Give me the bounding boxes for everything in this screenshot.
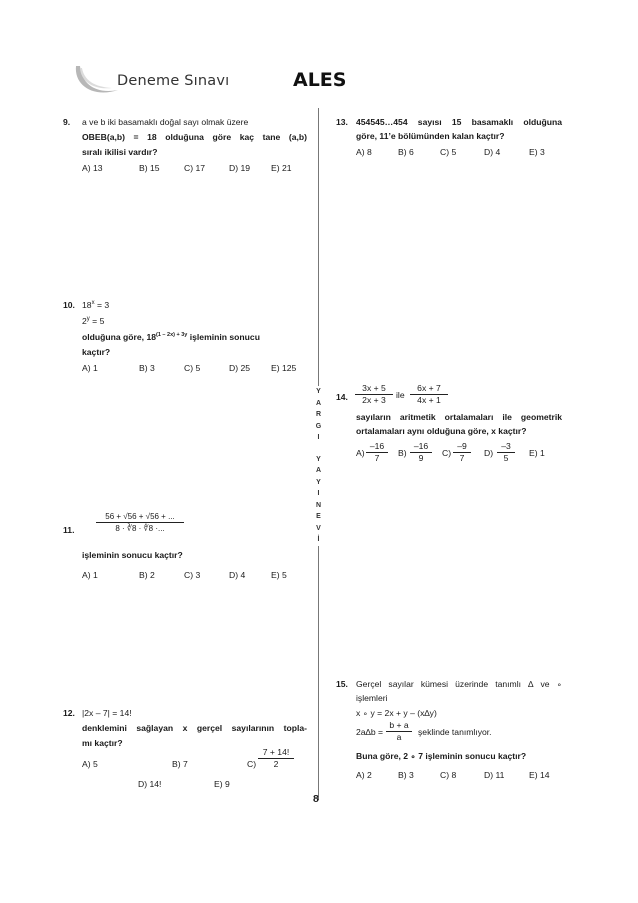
option-a[interactable]: A): [356, 448, 365, 458]
question-number: 15.: [336, 679, 348, 689]
brand-name: Deneme Sınavı: [117, 73, 230, 89]
question-text: sıralı ikilisi vardır?: [82, 147, 158, 157]
option-d[interactable]: D): [484, 448, 494, 458]
option-b[interactable]: B) 2: [139, 570, 155, 580]
option-d[interactable]: D) 19: [229, 163, 251, 173]
equation-line: $2^y = 5$: [82, 316, 105, 326]
connector-text: ile: [396, 390, 405, 400]
option-e[interactable]: E) 5: [271, 570, 287, 580]
option-b[interactable]: B) 6: [398, 147, 414, 157]
option-c[interactable]: C) 5: [184, 363, 201, 373]
option-a[interactable]: A) 13: [82, 163, 103, 173]
option-b[interactable]: B) 7: [172, 759, 188, 769]
question-text: Gerçel sayılar kümesi üzerinde tanımlı ∆ ve ∘: [356, 679, 562, 689]
option-c[interactable]: C) 5: [440, 147, 457, 157]
fraction-2: $\frac{6x + 7}{4x + 1}$: [410, 383, 448, 406]
option-c[interactable]: C) 8: [440, 770, 457, 780]
option-c-fraction: $\frac{7 + 14!}{2}$: [258, 747, 294, 770]
side-text-yargi: Y A R G I Y A Y I N E V İ: [314, 386, 323, 546]
option-e[interactable]: E) 1: [529, 448, 545, 458]
question-number: 12.: [63, 708, 75, 718]
page-number: 8: [313, 793, 319, 805]
definition-fraction: $\frac{b + a}{a}$: [386, 720, 412, 743]
question-text: sayıların aritmetik ortalamaları ile geometrik: [356, 412, 562, 422]
option-e[interactable]: E) 21: [271, 163, 292, 173]
question-text: işleminin sonucu kaçtır?: [82, 550, 183, 560]
option-a[interactable]: A) 2: [356, 770, 372, 780]
option-b-fraction: $\frac{-16}{9}$: [410, 441, 432, 464]
question-text: denklemini sağlayan x gerçel sayılarının topla-: [82, 723, 307, 733]
option-a[interactable]: A) 8: [356, 147, 372, 157]
question-text: Buna göre, 2 ∘ 7 işleminin sonucu kaçtır?: [356, 751, 527, 761]
option-a[interactable]: A) 5: [82, 759, 98, 769]
question-number: 10.: [63, 300, 75, 310]
option-c[interactable]: C): [442, 448, 452, 458]
question-text: şeklinde tanımlıyor.: [418, 727, 492, 737]
option-e[interactable]: E) 14: [529, 770, 550, 780]
denominator: 8 · ∛8 · ∜8 ·...: [96, 522, 184, 534]
equation-line: |2x – 7| = 14!: [82, 708, 132, 718]
option-d[interactable]: D) 4: [484, 147, 501, 157]
option-d-fraction: $\frac{-3}{5}$: [497, 441, 515, 464]
question-text: göre, 11’e bölümünden kalan kaçtır?: [356, 131, 505, 141]
option-d[interactable]: D) 11: [484, 770, 505, 780]
option-c[interactable]: C) 3: [184, 570, 201, 580]
option-a[interactable]: A) 1: [82, 363, 98, 373]
radical-expression: [96, 511, 184, 534]
option-b[interactable]: B) 3: [139, 363, 155, 373]
brand-logo-icon: [72, 60, 120, 100]
fraction-1: $\frac{3x + 5}{2x + 3}$: [355, 383, 393, 406]
option-e[interactable]: E) 3: [529, 147, 545, 157]
equation-line: $18^x = 3$: [82, 300, 110, 310]
question-text: olduğuna göre, $18^{(1 - 2x) + 3y}$ işleminin sonucu: [82, 332, 260, 342]
question-text: kaçtır?: [82, 347, 111, 357]
exam-title: ALES: [293, 69, 347, 91]
question-text: işlemleri: [356, 693, 388, 703]
question-number: 14.: [336, 392, 348, 402]
option-b[interactable]: B) 15: [139, 163, 160, 173]
option-a-fraction: $\frac{-16}{7}$: [366, 441, 388, 464]
question-text: 454545…454 sayısı 15 basamaklı olduğuna: [356, 117, 562, 127]
question-text: a ve b iki basamaklı doğal sayı olmak üzere: [82, 117, 249, 127]
option-e[interactable]: E) 9: [214, 779, 230, 789]
option-c[interactable]: C) 17: [184, 163, 206, 173]
option-b[interactable]: B) 3: [398, 770, 414, 780]
option-c-fraction: $\frac{-9}{7}$: [453, 441, 471, 464]
question-number: 9.: [63, 117, 71, 127]
numerator: 56 + √56 + √56 + ...: [105, 512, 175, 521]
option-e[interactable]: E) 125: [271, 363, 297, 373]
question-text: mı kaçtır?: [82, 738, 123, 748]
option-c[interactable]: C): [247, 759, 257, 769]
question-text: OBEB(a,b) = 18 olduğuna göre kaç tane (a,b): [82, 132, 307, 142]
equation-line: 2a∆b =: [356, 727, 384, 737]
equation-line: x ∘ y = 2x + y – (x∆y): [356, 708, 437, 718]
question-number: 11.: [63, 525, 75, 535]
option-d[interactable]: D) 25: [229, 363, 251, 373]
question-number: 13.: [336, 117, 348, 127]
option-d[interactable]: D) 14!: [138, 779, 162, 789]
option-a[interactable]: A) 1: [82, 570, 98, 580]
option-b[interactable]: B): [398, 448, 407, 458]
option-d[interactable]: D) 4: [229, 570, 246, 580]
question-text: ortalamaları aynı olduğuna göre, x kaçtır?: [356, 426, 527, 436]
